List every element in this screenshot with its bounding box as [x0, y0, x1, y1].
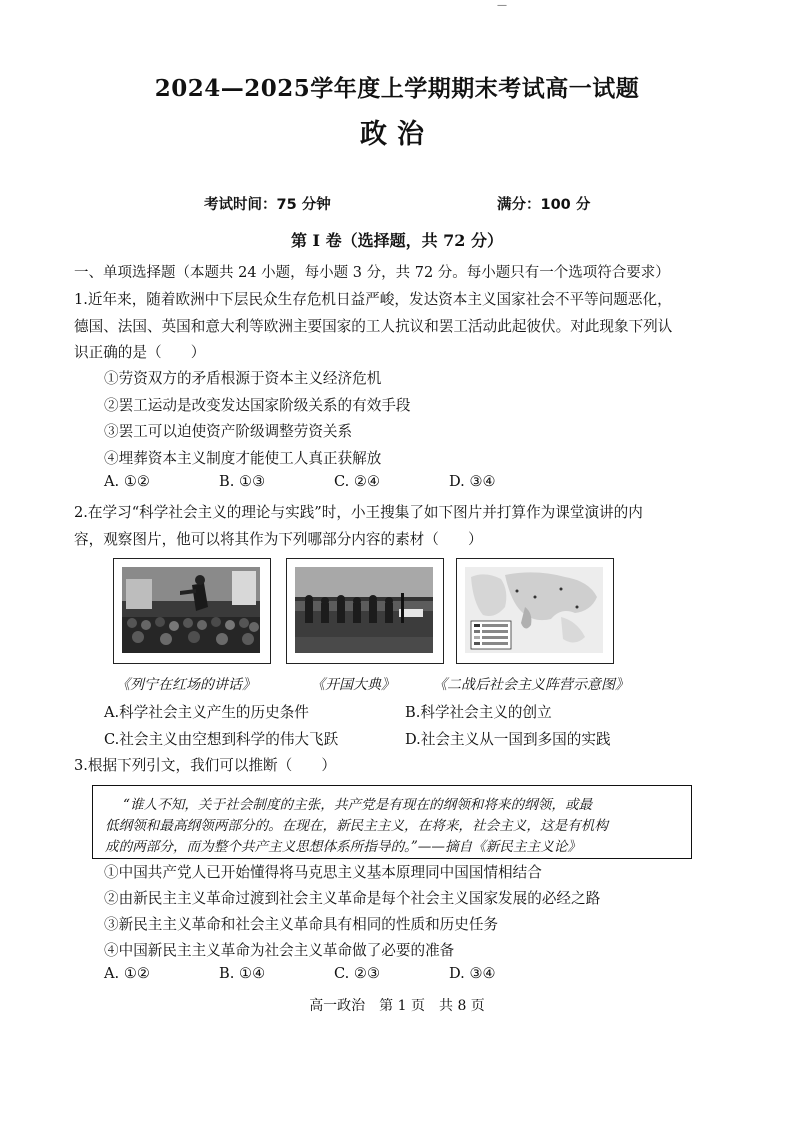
question-text-line: 3.根据下列引文，我们可以推断（ ）: [74, 757, 337, 774]
choice-a: A. ①②: [104, 473, 150, 490]
map-socialist-camp: [456, 558, 614, 664]
image-caption-1: 《列宁在红场的讲话》: [116, 677, 256, 693]
statement-item: ③新民主主义革命和社会主义革命具有相同的性质和历史任务: [104, 916, 499, 933]
statement-item: ③罢工可以迫使资产阶级调整劳资关系: [104, 423, 353, 440]
part-heading: 一、单项选择题（本题共 24 小题，每小题 3 分，共 72 分。每小题只有一个选项符合要求）: [74, 265, 670, 281]
question-text-line: 容，观察图片，他可以将其作为下列哪部分内容的素材（ ）: [74, 531, 483, 548]
section-title: 第 Ⅰ 卷（选择题，共 72 分）: [290, 231, 504, 250]
statement-item: ④埋葬资本主义制度才能使工人真正获解放: [104, 450, 382, 467]
photo-founding-ceremony: [286, 558, 444, 664]
map-socialist-camp-icon: [465, 567, 603, 653]
statement-item: ②罢工运动是改变发达国家阶级关系的有效手段: [104, 397, 411, 414]
statement-item: ①劳资双方的矛盾根源于资本主义经济危机: [104, 370, 382, 387]
image-caption-3: 《二战后社会主义阵营示意图》: [433, 677, 629, 693]
statement-item: ②由新民主主义革命过渡到社会主义革命是每个社会主义国家发展的必经之路: [104, 890, 601, 907]
choice-d: D.社会主义从一国到多国的实践: [405, 731, 611, 748]
choice-d: D. ③④: [449, 965, 496, 982]
exam-time: 考试时间：75 分钟: [204, 197, 331, 213]
choice-c: C. ②③: [334, 965, 381, 982]
question-text-line: 1.近年来，随着欧洲中下层民众生存危机日益严峻，发达资本主义国家社会不平等问题恶化，: [74, 291, 672, 308]
photo-lenin-speech: [113, 558, 271, 664]
answer-choices: [104, 965, 564, 982]
quote-box: [92, 785, 692, 859]
exam-title: 2024—2025学年度上学期期末考试高一试题: [154, 75, 640, 102]
choice-c: C. ②④: [334, 473, 381, 490]
top-scan-mark: —: [497, 0, 507, 11]
photo-founding-ceremony-icon: [295, 567, 433, 653]
answer-choices: [104, 473, 564, 490]
image-caption-2: 《开国大典》: [311, 677, 395, 693]
choice-b: B. ①④: [219, 965, 266, 982]
statement-item: ①中国共产党人已开始懂得将马克思主义基本原理同中国国情相结合: [104, 864, 542, 881]
question-text-line: 识正确的是（ ）: [74, 344, 206, 361]
quote-line: “谁人不知，关于社会制度的主张，共产党是有现在的纲领和将来的纲领，或最: [123, 797, 593, 813]
choice-d: D. ③④: [449, 473, 496, 490]
statement-item: ④中国新民主主义革命为社会主义革命做了必要的准备: [104, 942, 455, 959]
quote-line: 成的两部分，而为整个共产主义思想体系所指导的。”——摘自《新民主主义论》: [105, 839, 581, 855]
question-text-line: 德国、法国、英国和意大利等欧洲主要国家的工人抗议和罢工活动此起彼伏。对此现象下列认: [74, 318, 673, 335]
choice-a: A. ①②: [104, 965, 150, 982]
choice-c: C.社会主义由空想到科学的伟大飞跃: [104, 731, 339, 748]
photo-lenin-speech-icon: [122, 567, 260, 653]
choice-b: B.科学社会主义的创立: [405, 704, 552, 721]
full-score: 满分：100 分: [497, 197, 591, 213]
page-footer: 高一政治 第 1 页 共 8 页: [309, 998, 485, 1014]
choice-a: A.科学社会主义产生的历史条件: [104, 704, 309, 721]
subject-title: 政治: [360, 119, 434, 150]
quote-line: 低纲领和最高纲领两部分的。在现在，新民主主义，在将来，社会主义，这是有机构: [105, 818, 608, 834]
choice-b: B. ①③: [219, 473, 266, 490]
question-text-line: 2.在学习“科学社会主义的理论与实践”时，小王搜集了如下图片并打算作为课堂演讲的内: [74, 504, 643, 521]
